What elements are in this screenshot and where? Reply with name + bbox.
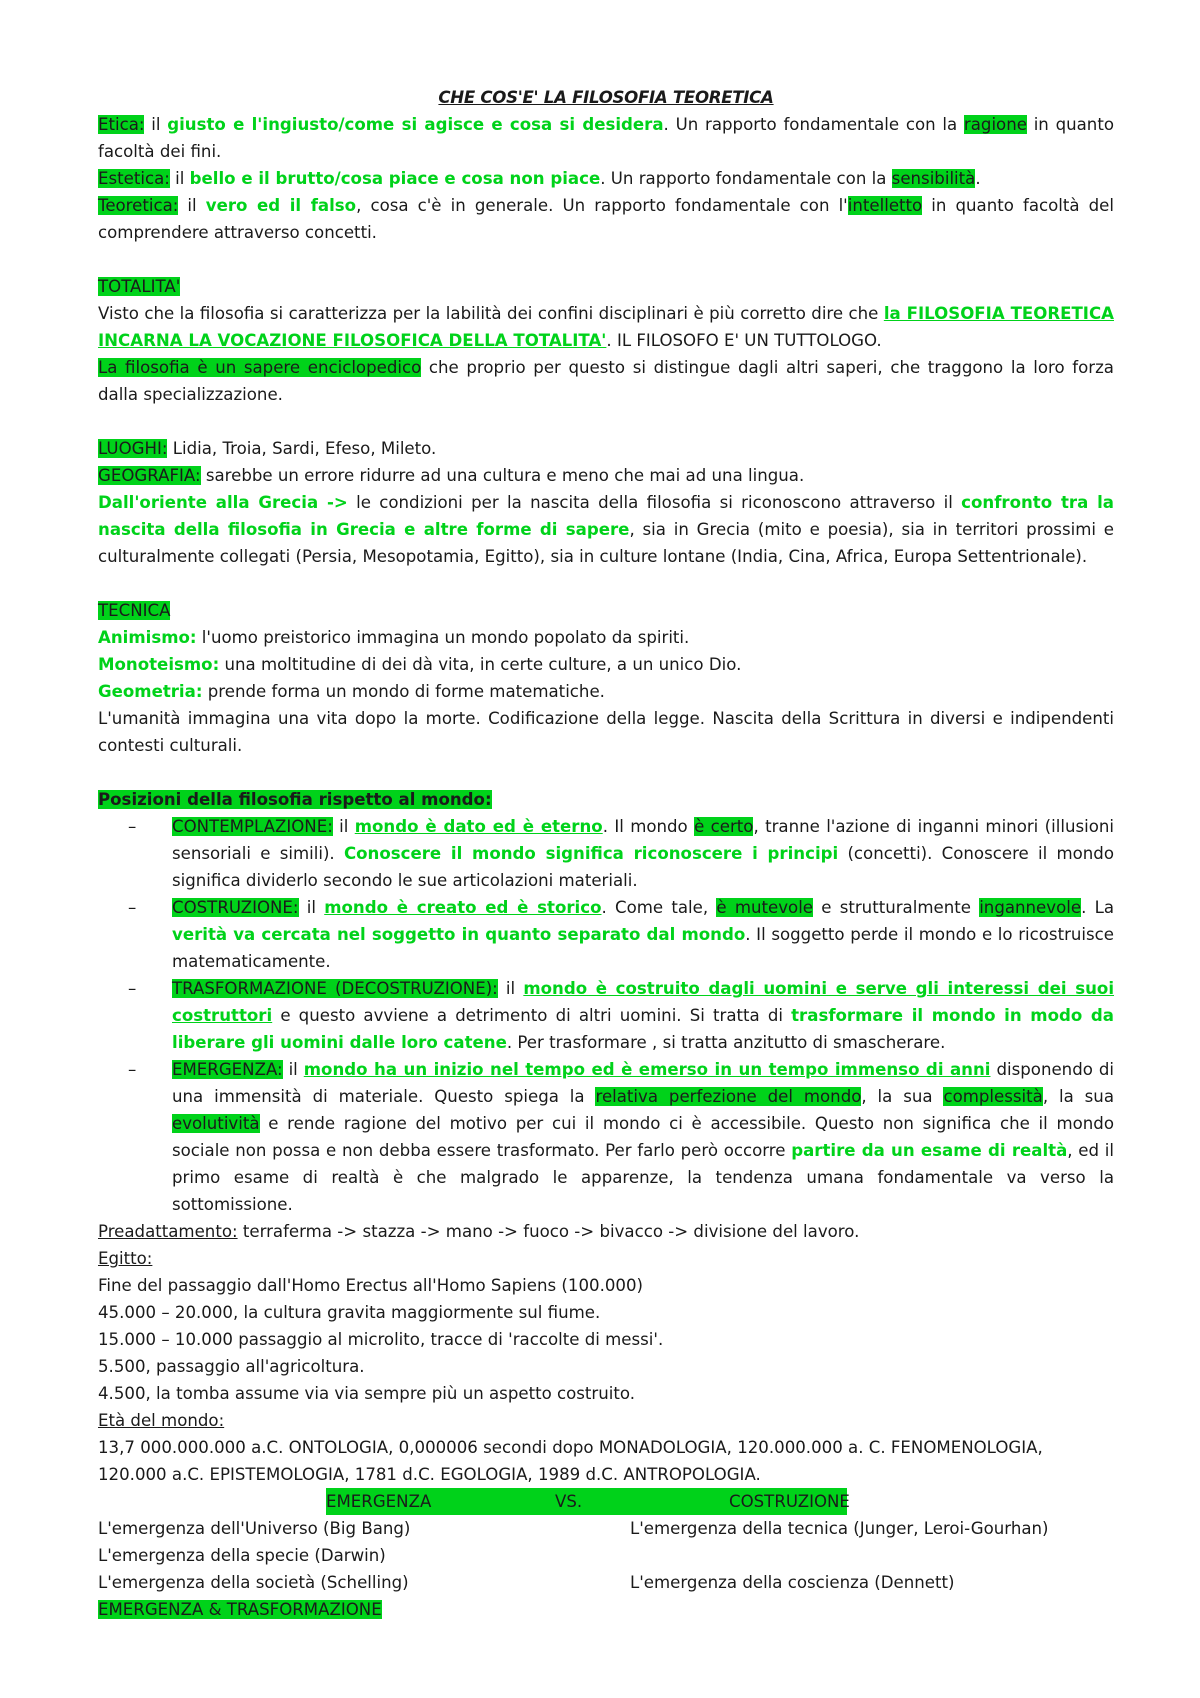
luoghi-label: LUOGHI: xyxy=(98,439,168,458)
highlight: evolutività xyxy=(172,1114,260,1133)
tecnica-item-label: Animismo: xyxy=(98,628,197,647)
text: in quanto facoltà del comprendere attraverso concetti. xyxy=(98,196,1114,242)
page-title: CHE COS'E' LA FILOSOFIA TEORETICA xyxy=(438,88,774,107)
highlight: è mutevole xyxy=(716,898,814,917)
document-page xyxy=(98,84,1114,1623)
highlight: è certo xyxy=(694,817,754,836)
posizioni-heading: Posizioni della filosofia rispetto al mondo: xyxy=(98,790,492,809)
egitto-label: Egitto: xyxy=(98,1249,153,1268)
text: il xyxy=(144,115,168,134)
estetica-label: Estetica: xyxy=(98,169,170,188)
tecnica-item-label: Geometria: xyxy=(98,682,203,701)
text: il xyxy=(178,196,206,215)
teoretica-key: vero ed il falso xyxy=(205,196,357,215)
totalita-paragraph xyxy=(98,300,1114,354)
versus-row xyxy=(98,1515,1114,1542)
text: , la sua xyxy=(861,1087,944,1106)
tecnica-closing: L'umanità immagina una vita dopo la morte. Codificazione della legge. Nascita della Scrittura in diversi e indipendenti contesti culturali. xyxy=(98,709,1114,755)
versus-header xyxy=(98,1488,1114,1515)
key-phrase: mondo è creato ed è storico xyxy=(324,898,602,917)
egitto-line: 4.500, la tomba assume via via sempre più un aspetto costruito. xyxy=(98,1384,636,1403)
highlight: relativa perfezione del mondo xyxy=(595,1087,862,1106)
egitto-section xyxy=(98,1245,1114,1407)
geografia-label: GEOGRAFIA: xyxy=(98,466,201,485)
text: il xyxy=(298,898,325,917)
key-phrase: verità va cercata nel soggetto in quanto separato dal mondo xyxy=(172,925,746,944)
oriente-paragraph xyxy=(98,489,1114,570)
versus-cell: L'emergenza della coscienza (Dennett) xyxy=(630,1573,955,1592)
tecnica-heading: TECNICA xyxy=(98,601,171,620)
tecnica-section xyxy=(98,597,1114,759)
text: disponendo di una immensità di materiale. Questo spiega la xyxy=(172,1060,1114,1106)
text: terraferma -> stazza -> mano -> fuoco -> bivacco -> divisione del lavoro. xyxy=(237,1222,860,1241)
key-phrase: mondo ha un inizio nel tempo ed è emerso in un tempo immenso di anni xyxy=(303,1060,991,1079)
versus-row xyxy=(98,1569,1114,1596)
etica-highlight: ragione xyxy=(963,115,1027,134)
tecnica-item xyxy=(98,624,1114,651)
versus-cell: L'emergenza della società (Schelling) xyxy=(98,1573,409,1592)
egitto-line: 5.500, passaggio all'agricoltura. xyxy=(98,1357,365,1376)
posizioni-list xyxy=(98,813,1114,1218)
text: . Per trasformare , si tratta anzitutto di smascherare. xyxy=(506,1033,946,1052)
text: l'uomo preistorico immagina un mondo popolato da spiriti. xyxy=(196,628,690,647)
text: . xyxy=(975,169,981,188)
text: il xyxy=(332,817,355,836)
text: prende forma un mondo di forme matematiche. xyxy=(202,682,605,701)
totalita-heading: TOTALITA' xyxy=(98,277,181,296)
egitto-line: Fine del passaggio dall'Homo Erectus all'Homo Sapiens (100.000) xyxy=(98,1276,643,1295)
key-phrase: partire da un esame di realtà xyxy=(791,1141,1068,1160)
spacer xyxy=(98,570,1114,597)
text: . Come tale, xyxy=(601,898,717,917)
text: . Un rapporto fondamentale con la xyxy=(600,169,892,188)
text: . La xyxy=(1081,898,1114,917)
text: il xyxy=(282,1060,304,1079)
text: e questo avviene a detrimento di altri uomini. Si tratta di xyxy=(272,1006,792,1025)
list-item-emergenza xyxy=(98,1056,1114,1218)
egitto-line: 15.000 – 10.000 passaggio al microlito, tracce di 'raccolte di messi'. xyxy=(98,1330,664,1349)
versus-right: COSTRUZIONE xyxy=(681,1488,847,1515)
text: e rende ragione del motivo per cui il mondo ci è accessibile. Questo non significa che il mondo sociale non possa e non debba essere trasformato. Per farlo però occorre xyxy=(172,1114,1114,1160)
item-label: CONTEMPLAZIONE: xyxy=(172,817,333,836)
tecnica-item xyxy=(98,651,1114,678)
item-label: EMERGENZA: xyxy=(172,1060,283,1079)
totalita-section xyxy=(98,273,1114,408)
preadattamento-label: Preadattamento: xyxy=(98,1222,238,1241)
text: le condizioni per la nascita della filosofia si riconoscono attraverso il xyxy=(347,493,962,512)
eta-text: 13,7 000.000.000 a.C. ONTOLOGIA, 0,000006 secondi dopo MONADOLOGIA, 120.000.000 a. C. FENOMENOLOGIA, 120.000 a.C. EPISTEMOLOGIA, 1781 d.C. EGOLOGIA, 1989 d.C. ANTROPOLOGIA. xyxy=(98,1438,1043,1484)
teoretica-highlight: intelletto xyxy=(847,196,923,215)
versus-cell: L'emergenza dell'Universo (Big Bang) xyxy=(98,1519,411,1538)
item-label: COSTRUZIONE: xyxy=(172,898,299,917)
item-label: TRASFORMAZIONE (DECOSTRUZIONE): xyxy=(172,979,498,998)
highlight: ingannevole xyxy=(979,898,1082,917)
text: in quanto facoltà dei fini. xyxy=(98,115,1114,161)
highlight: complessità xyxy=(943,1087,1043,1106)
versus-footer: EMERGENZA & TRASFORMAZIONE xyxy=(98,1600,382,1619)
versus-section xyxy=(98,1488,1114,1623)
key-phrase: Conoscere il mondo significa riconoscere i principi xyxy=(343,844,839,863)
estetica-paragraph xyxy=(98,165,1114,192)
text: (concetti). Conoscere il mondo significa dividerlo secondo le sue articolazioni materiali. xyxy=(172,844,1114,890)
versus-cell: L'emergenza della specie (Darwin) xyxy=(98,1546,386,1565)
text: il xyxy=(497,979,524,998)
spacer xyxy=(98,759,1114,786)
key-phrase: trasformare il mondo in modo da liberare gli uomini dalle loro catene xyxy=(172,1006,1114,1052)
versus-row xyxy=(98,1542,1114,1569)
estetica-key: bello e il brutto/cosa piace e cosa non piace xyxy=(189,169,601,188)
text: Lidia, Troia, Sardi, Efeso, Mileto. xyxy=(167,439,437,458)
text: , sia in Grecia (mito e poesia), sia in territori prossimi e culturalmente collegati (Persia, Mesopotamia, Egitto), sia in culture lontane (India, Cina, Africa, Europa Settentrionale). xyxy=(98,520,1114,566)
text: , cosa c'è in generale. Un rapporto fondamentale con l' xyxy=(356,196,848,215)
list-item-trasformazione xyxy=(98,975,1114,1056)
text: , ed il primo esame di realtà è che malgrado le apparenze, la tendenza umana fondamentale va verso la sottomissione. xyxy=(172,1141,1114,1214)
text: . Un rapporto fondamentale con la xyxy=(663,115,964,134)
oriente-key: Dall'oriente alla Grecia -> xyxy=(98,493,348,512)
key-phrase: mondo è costruito dagli uomini e serve gli interessi dei suoi costruttori xyxy=(172,979,1115,1025)
text: . Il soggetto perde il mondo e lo ricostruisce matematicamente. xyxy=(172,925,1115,971)
teoretica-label: Teoretica: xyxy=(98,196,179,215)
teoretica-paragraph xyxy=(98,192,1114,246)
text: che proprio per questo si distingue dagli altri saperi, che traggono la loro forza dalla specializzazione. xyxy=(98,358,1114,404)
confronto-key: confronto tra la nascita della filosofia in Grecia e altre forme di sapere xyxy=(98,493,1114,539)
versus-left: EMERGENZA xyxy=(326,1488,491,1515)
list-item-contemplazione xyxy=(98,813,1114,894)
enciclopedico-paragraph xyxy=(98,354,1114,408)
text: . IL FILOSOFO E' UN TUTTOLOGO. xyxy=(606,331,882,350)
preadattamento-line xyxy=(98,1218,1114,1245)
eta-section xyxy=(98,1407,1114,1488)
eta-label: Età del mondo: xyxy=(98,1411,225,1430)
posizioni-section xyxy=(98,786,1114,1218)
estetica-highlight: sensibilità xyxy=(891,169,976,188)
spacer xyxy=(98,246,1114,273)
tecnica-item-label: Monoteismo: xyxy=(98,655,220,674)
etica-paragraph xyxy=(98,111,1114,165)
enciclopedico-highlight: La filosofia è un sapere enciclopedico xyxy=(98,358,422,377)
text: il xyxy=(169,169,190,188)
versus-cell xyxy=(630,1542,1114,1569)
egitto-line: 45.000 – 20.000, la cultura gravita maggiormente sul fiume. xyxy=(98,1303,601,1322)
key-phrase: mondo è dato ed è eterno xyxy=(354,817,603,836)
tecnica-item xyxy=(98,678,1114,705)
versus-mid: VS. xyxy=(491,1488,681,1515)
text: e strutturalmente xyxy=(813,898,980,917)
etica-key: giusto e l'ingiusto/come si agisce e cosa si desidera xyxy=(167,115,664,134)
text: una moltitudine di dei dà vita, in certe culture, a un unico Dio. xyxy=(219,655,742,674)
text: sarebbe un errore ridurre ad una cultura e meno che mai ad una lingua. xyxy=(200,466,805,485)
spacer xyxy=(98,408,1114,435)
totalita-key: la FILOSOFIA TEORETICA INCARNA LA VOCAZIONE FILOSOFICA DELLA TOTALITA' xyxy=(98,304,1114,350)
luoghi-section xyxy=(98,435,1114,570)
text: Visto che la filosofia si caratterizza per la labilità dei confini disciplinari è più corretto dire che xyxy=(98,304,884,323)
list-item-costruzione xyxy=(98,894,1114,975)
text: , la sua xyxy=(1042,1087,1114,1106)
text: , tranne l'azione di inganni minori (illusioni sensoriali e simili). xyxy=(172,817,1114,863)
text: . Il mondo xyxy=(602,817,695,836)
etica-label: Etica: xyxy=(98,115,145,134)
versus-cell: L'emergenza della tecnica (Junger, Leroi-Gourhan) xyxy=(630,1519,1049,1538)
